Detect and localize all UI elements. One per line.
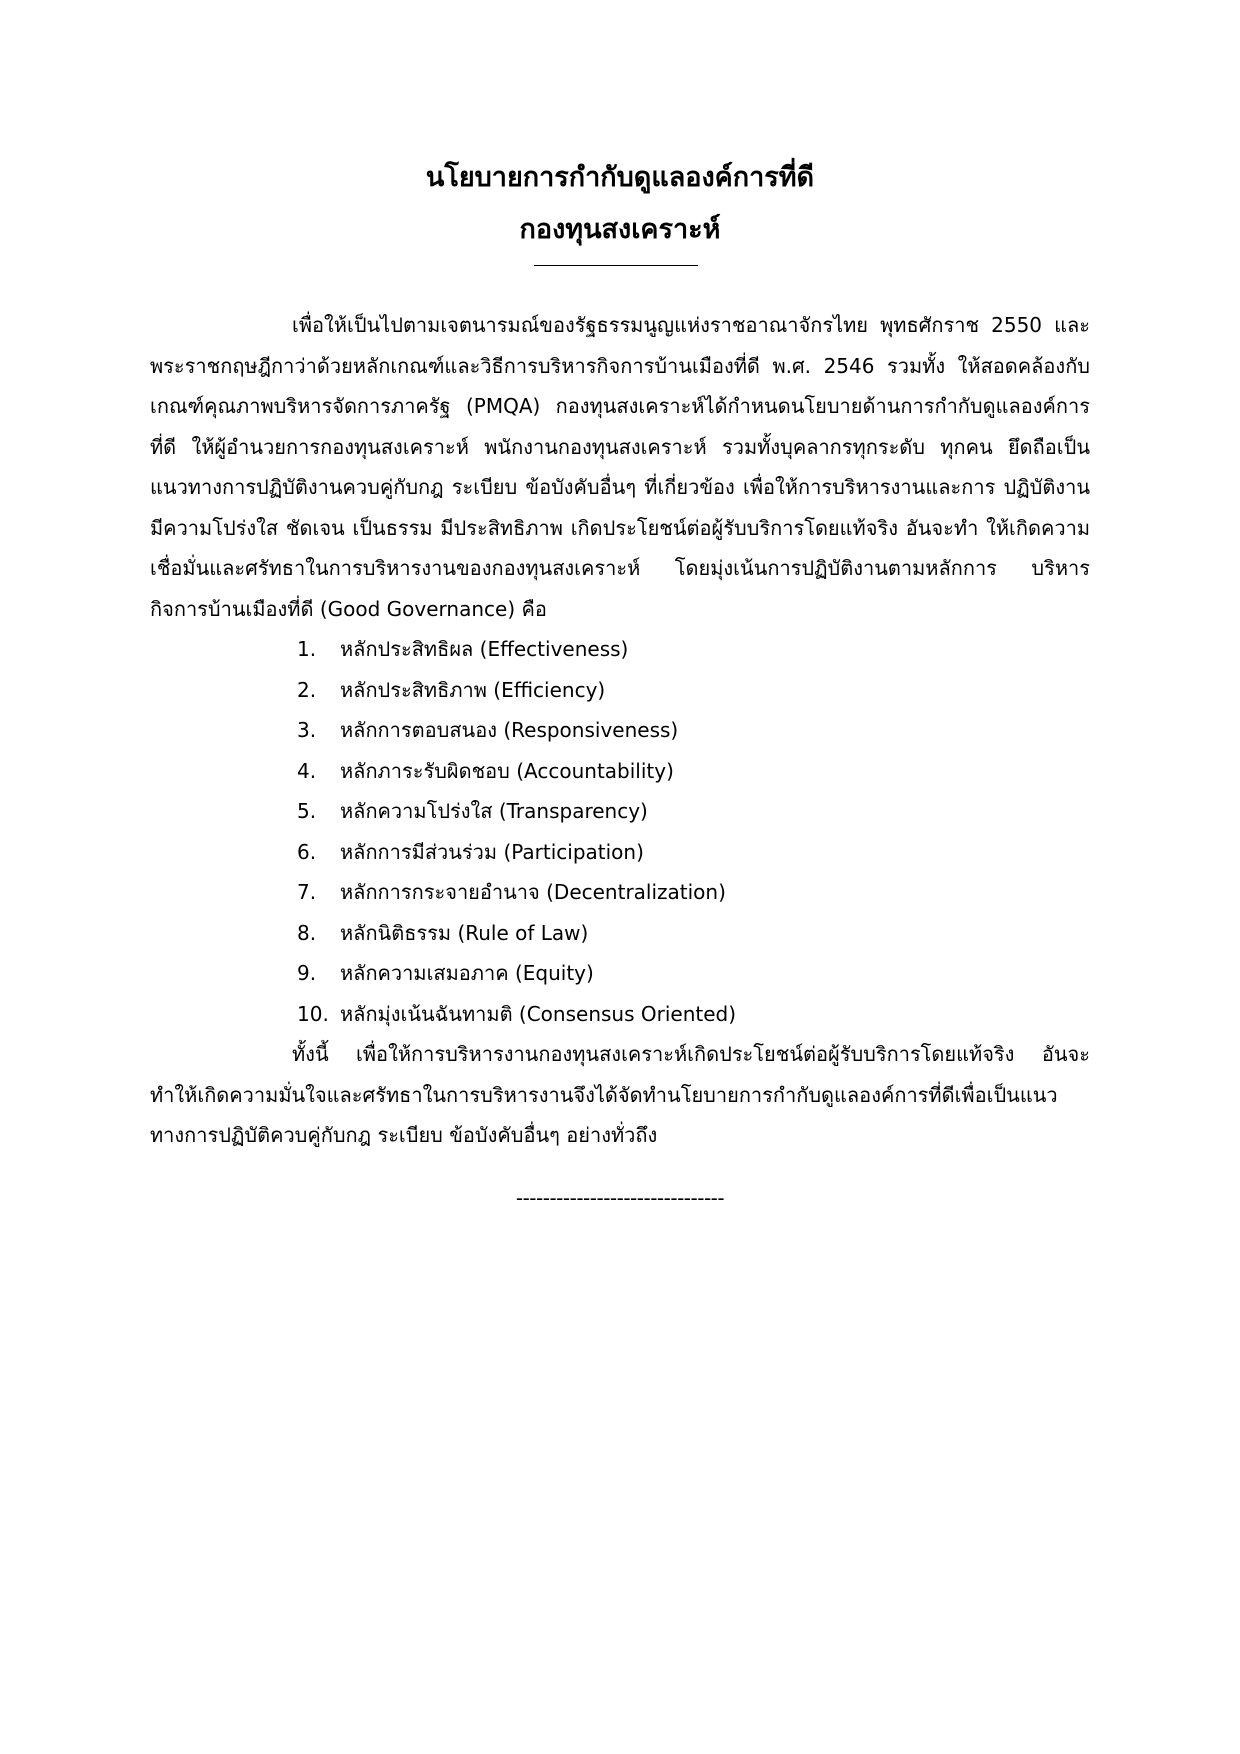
list-item-text: หลักภาระรับผิดชอบ (Accountability) [340,758,674,783]
conclusion-paragraph: ทั้งนี้ เพื่อให้การบริหารงานกองทุนสงเคราะห์เกิดประโยชน์ต่อผู้รับบริการโดยแท้จริง อันจะ ทำให้เกิดความมั่นใจและศรัทธาในการบริหารงานจึงได้จัดทำนโยบายการกำกับดูแลองค์การที่ดีเพื่อเป็นแนว ทางการปฏิบัติควบคู่กับกฎ ระเบียบ ข้อบังคับอื่นๆ อย่างทั่วถึง [150,1042,1090,1147]
list-item-number: 4. [297,758,317,783]
list-item-number: 7. [297,880,317,904]
list-item-text: หลักความโปร่งใส (Transparency) [340,799,648,823]
list-item-text: หลักนิติธรรม (Rule of Law) [340,920,589,945]
principles-list [150,629,1090,1034]
list-item [150,710,1090,751]
list-item-text: หลักมุ่งเน้นฉันทามติ (Consensus Oriented) [340,1001,737,1026]
list-item [150,832,1090,873]
list-item [150,913,1090,954]
list-item-text: หลักความเสมอภาค (Equity) [340,961,594,985]
list-item [150,629,1090,670]
list-item-number: 9. [297,961,317,985]
list-item-number: 10. [297,1001,329,1026]
list-item [150,994,1090,1035]
list-item-number: 3. [297,718,317,742]
list-item-text: หลักการกระจายอำนาจ (Decentralization) [340,880,726,904]
list-item-number: 8. [297,920,317,945]
list-item-number: 5. [297,799,317,823]
document-body [150,305,1090,1156]
list-item-number: 1. [297,637,317,661]
document-subtitle: กองทุนสงเคราะห์ [519,214,721,245]
list-item [150,953,1090,994]
end-divider: ------------------------------- [515,1186,725,1210]
title-underline-divider [534,265,698,266]
list-item-text: หลักการตอบสนอง (Responsiveness) [340,718,679,742]
list-item-text: หลักประสิทธิผล (Effectiveness) [340,637,629,661]
list-item [150,872,1090,913]
list-item [150,751,1090,792]
list-item-text: หลักการมีส่วนร่วม (Participation) [340,839,644,864]
list-item [150,791,1090,832]
intro-paragraph: เพื่อให้เป็นไปตามเจตนารมณ์ของรัฐธรรมนูญแห่งราชอาณาจักรไทย พุทธศักราช 2550 และ พระราชกฤษฎีกาว่าด้วยหลักเกณฑ์และวิธีการบริหารกิจการบ้านเมืองที่ดี พ.ศ. 2546 รวมทั้ง ให้สอดคล้องกับ เกณฑ์คุณภาพบริหารจัดการภาครัฐ (PMQA) กองทุนสงเคราะห์ได้กำหนดนโยบายด้านการกำกับดูแลองค์การ ที่ดี ให้ผู้อำนวยการกองทุนสงเคราะห์ พนักงานกองทุนสงเคราะห์ รวมทั้งบุคลากรทุกระดับ ทุกคน ยึดถือเป็น แนวทางการปฏิบัติงานควบคู่กับกฎ ระเบียบ ข้อบังคับอื่นๆ ที่เกี่ยวข้อง เพื่อให้การบริหารงานและการ ปฏิบัติงานมีความโปร่งใส ชัดเจน เป็นธรรม มีประสิทธิภาพ เกิดประโยชน์ต่อผู้รับบริการโดยแท้จริง อันจะทำ ให้เกิดความเชื่อมั่นและศรัทธาในการบริหารงานของกองทุนสงเคราะห์ โดยมุ่งเน้นการปฏิบัติงานตามหลักการ บริหารกิจการบ้านเมืองที่ดี (Good Governance) คือ [150,313,1090,621]
list-item [150,670,1090,711]
list-item-number: 2. [297,677,317,702]
list-item-number: 6. [297,839,317,864]
document-title: นโยบายการกำกับดูแลองค์การที่ดี [425,162,815,193]
list-item-text: หลักประสิทธิภาพ (Efficiency) [340,677,606,702]
